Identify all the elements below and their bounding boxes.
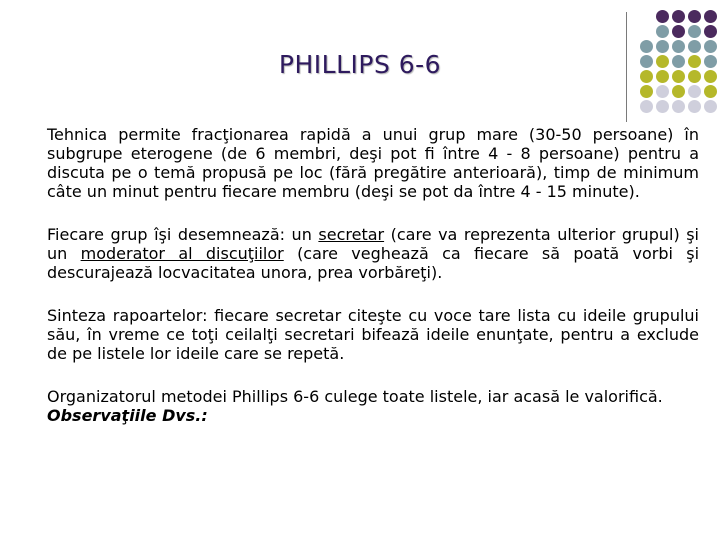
decorative-divider xyxy=(626,12,627,122)
decorative-dot xyxy=(672,40,685,53)
paragraph-technique: Tehnica permite fracţionarea rapidă a unui grup mare (30-50 persoane) în subgrupe eterogene (de 6 membri, deşi pot fi între 4 - 8 persoane) pentru a discuta pe o temă propusă pe loc (fără pregătire anterioară), timp de minimum câte un minut pentru fiecare membru (deşi se pot da între 4 - 15 minute). xyxy=(47,125,699,201)
decorative-dot xyxy=(688,25,701,38)
roles-text-3: (care veghează ca fiecare să poată vorbi şi descurajează locvacitatea unora, prea vorbăreţi). xyxy=(47,244,700,282)
decorative-dot xyxy=(704,85,717,98)
paragraph-synthesis: Sinteza rapoartelor: fiecare secretar citeşte cu voce tare lista cu ideile grupului său, în vreme ce toţi ceilalţi secretari bifează ideile enunţate, pentru a exclude de pe listele lor ideile care se repetă. xyxy=(47,306,699,363)
decorative-dot xyxy=(672,55,685,68)
decorative-dot xyxy=(656,70,669,83)
roles-text-1: Fiecare grup îşi desemnează: un xyxy=(47,225,319,244)
roles-text-2: (care va reprezenta ulterior grupul) şi un xyxy=(47,225,699,263)
decorative-dot xyxy=(688,10,701,23)
decorative-dot xyxy=(640,40,653,53)
decorative-dot xyxy=(640,55,653,68)
decorative-dot xyxy=(640,70,653,83)
decorative-dot-grid xyxy=(640,10,720,120)
decorative-dot xyxy=(640,100,653,113)
decorative-dot xyxy=(656,10,669,23)
organizer-text: Organizatorul metodei Phillips 6-6 culege toate listele, iar acasă le valorifică. xyxy=(47,387,663,406)
decorative-dot xyxy=(704,40,717,53)
decorative-dot xyxy=(656,40,669,53)
decorative-dot xyxy=(704,25,717,38)
decorative-dot xyxy=(704,10,717,23)
decorative-dot xyxy=(704,55,717,68)
decorative-dot xyxy=(688,40,701,53)
decorative-dot xyxy=(672,10,685,23)
paragraph-roles xyxy=(47,225,699,282)
decorative-dot xyxy=(656,100,669,113)
role-secretary: secretar xyxy=(318,225,385,244)
decorative-dot xyxy=(672,100,685,113)
decorative-dot xyxy=(672,70,685,83)
decorative-dot xyxy=(656,55,669,68)
observation-label: Observaţiile Dvs.: xyxy=(47,406,208,425)
decorative-dot xyxy=(704,100,717,113)
paragraph-organizer xyxy=(47,387,699,425)
decorative-dot xyxy=(672,25,685,38)
decorative-dot xyxy=(656,85,669,98)
decorative-dot xyxy=(688,70,701,83)
decorative-dot xyxy=(688,100,701,113)
decorative-dot xyxy=(672,85,685,98)
slide-body xyxy=(47,125,699,425)
decorative-dot xyxy=(704,70,717,83)
decorative-dot xyxy=(688,85,701,98)
role-moderator: moderator al discuţiilor xyxy=(80,244,284,263)
decorative-dot xyxy=(656,25,669,38)
slide-title: PHILLIPS 6-6 xyxy=(278,50,442,79)
decorative-dot xyxy=(640,85,653,98)
decorative-dot xyxy=(688,55,701,68)
